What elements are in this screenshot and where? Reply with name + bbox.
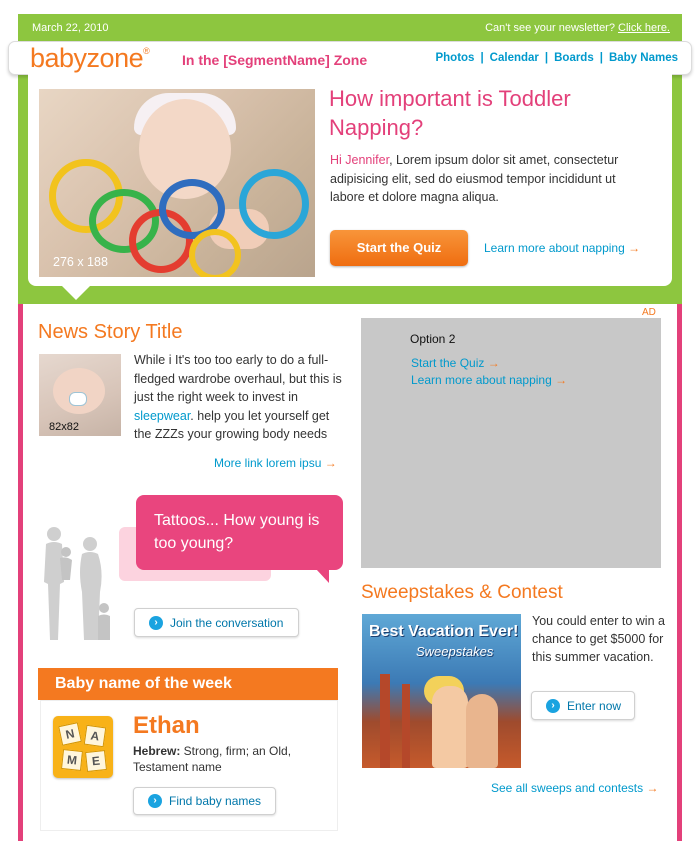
name-block: A <box>84 725 107 748</box>
enter-now-label: Enter now <box>567 698 622 713</box>
baby-name[interactable]: Ethan <box>133 712 200 739</box>
sweepstakes-title[interactable]: Sweepstakes & Contest <box>361 582 563 603</box>
ad-learn-more-link[interactable] <box>411 373 567 387</box>
arrow-right-icon: → <box>646 781 659 795</box>
name-meaning-text: Strong, firm; an Old, Testament name <box>133 744 292 774</box>
baby-name-header: Baby name of the week <box>55 675 232 692</box>
find-baby-names-button[interactable] <box>133 787 276 815</box>
ad-start-quiz-link[interactable] <box>411 356 500 370</box>
babyzone-logo[interactable] <box>30 43 149 73</box>
news-body <box>134 351 348 444</box>
join-conversation-label: Join the conversation <box>170 615 284 630</box>
bridge-tower <box>402 684 410 768</box>
nav-separator: | <box>544 52 549 64</box>
speech-bubble-tail <box>316 569 329 583</box>
find-baby-names-label: Find baby names <box>169 794 262 808</box>
enter-now-button[interactable] <box>531 691 635 720</box>
bridge-tower <box>380 674 390 768</box>
name-block: E <box>85 750 107 772</box>
zone-title: In the [SegmentName] Zone <box>182 52 368 68</box>
hero-body <box>330 151 650 207</box>
name-blocks-icon <box>53 716 113 778</box>
learn-more-text: Learn more about napping <box>484 241 625 255</box>
arrow-right-icon: → <box>487 356 500 370</box>
news-thumbnail[interactable] <box>39 354 121 436</box>
news-body-text-end: . help you let yourself get the ZZZs your growing body needs <box>134 408 330 441</box>
sweepstakes-image-subtitle: Sweepstakes <box>416 644 494 659</box>
start-quiz-button[interactable]: Start the Quiz <box>330 230 468 266</box>
illustration-figure <box>432 686 468 768</box>
circle-arrow-icon: › <box>546 699 560 713</box>
news-title[interactable]: News Story Title <box>38 321 183 343</box>
top-nav <box>435 52 678 64</box>
click-here-link[interactable]: Click here. <box>618 22 670 34</box>
name-block: N <box>58 722 82 746</box>
conversation-topic[interactable]: Tattoos... How young is too young? <box>154 512 320 552</box>
cant-see-text: Can't see your newsletter? <box>485 22 619 34</box>
sleeping-baby-face <box>53 368 105 414</box>
see-all-text: See all sweeps and contests <box>491 781 644 795</box>
pink-border-left <box>18 304 23 841</box>
cant-see-notice <box>485 22 670 34</box>
nav-separator: | <box>599 52 603 64</box>
ad-quiz-text: Start the Quiz <box>411 356 485 370</box>
sleepwear-link[interactable]: sleepwear <box>134 408 191 423</box>
join-conversation-button[interactable] <box>134 608 299 637</box>
illustration-figure <box>466 694 498 768</box>
ad-option: Option 2 <box>410 332 456 346</box>
more-link-text: More link lorem ipsu <box>214 456 322 470</box>
arrow-right-icon: → <box>324 456 337 470</box>
pink-border-right <box>677 304 682 841</box>
hero-image[interactable] <box>39 89 315 277</box>
sweepstakes-image[interactable] <box>362 614 521 768</box>
registered-mark: ® <box>143 46 150 56</box>
ad-learn-text: Learn more about napping <box>411 373 552 387</box>
news-body-text: While i It's too too early to do a full-fledged wardrobe overhaul, but this is just the right week to invest in <box>134 353 342 404</box>
nav-separator: | <box>480 52 484 64</box>
hero-image-size-label: 276 x 188 <box>53 255 108 269</box>
see-all-sweeps-link[interactable] <box>491 781 658 795</box>
nav-photos[interactable]: Photos <box>435 52 475 64</box>
hero-title[interactable]: How important is Toddler Napping? <box>329 86 571 140</box>
name-origin: Hebrew: <box>133 744 181 758</box>
hero-body-text: , Lorem ipsum dolor sit amet, consectetur adipisicing elit, sed do eiusmod tempor incididunt ut labore et dolore magna aliqua. <box>330 153 619 204</box>
hero-pointer <box>62 286 90 300</box>
hero-greeting: Hi Jennifer <box>330 153 390 167</box>
logo-text: babyzone <box>30 43 144 73</box>
family-silhouette <box>38 522 118 644</box>
baby-name-meaning <box>133 743 338 775</box>
sweepstakes-text: You could enter to win a chance to get $5000 for this summer vacation. <box>532 614 665 664</box>
ad-box[interactable] <box>361 318 661 568</box>
arrow-right-icon: → <box>555 373 568 387</box>
news-thumb-size-label: 82x82 <box>49 421 79 433</box>
nav-boards[interactable]: Boards <box>554 52 594 64</box>
nav-baby-names[interactable]: Baby Names <box>608 52 678 64</box>
name-block: M <box>61 749 83 771</box>
toy-ring <box>189 229 241 277</box>
news-more-link[interactable] <box>214 456 337 470</box>
arrow-right-icon: → <box>628 241 641 255</box>
sweepstakes-image-title: Best Vacation Ever! <box>369 623 519 640</box>
circle-arrow-icon: › <box>149 616 163 630</box>
pacifier <box>69 392 87 406</box>
learn-more-napping-link[interactable] <box>484 241 640 255</box>
toy-ring <box>239 169 309 239</box>
nav-calendar[interactable]: Calendar <box>489 52 539 64</box>
newsletter-date: March 22, 2010 <box>32 22 109 34</box>
ad-label: AD <box>642 307 656 318</box>
circle-arrow-icon: › <box>148 794 162 808</box>
